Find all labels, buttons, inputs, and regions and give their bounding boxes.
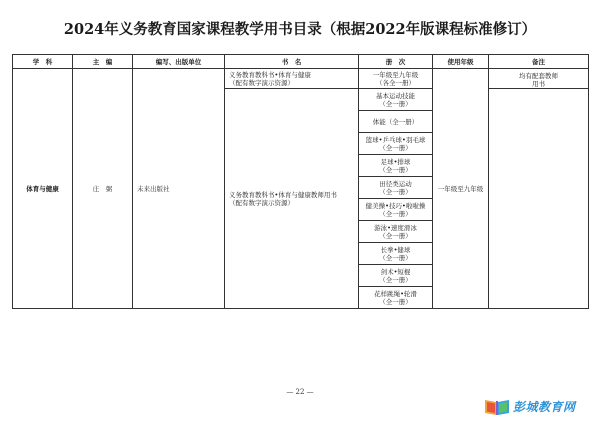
header-publisher: 编写、出版单位 <box>133 55 225 69</box>
textbook-catalog-table <box>12 54 589 309</box>
cell-book-teacher <box>225 89 359 309</box>
cell-volume <box>359 133 433 155</box>
cell-publisher: 未来出版社 <box>133 69 225 309</box>
cell-volume <box>359 265 433 287</box>
cell-volume <box>359 155 433 177</box>
volume-line1: 长拳•健球 <box>380 245 411 254</box>
cell-volume <box>359 287 433 309</box>
volume-line2: （全一册） <box>379 231 412 240</box>
note-text: 均有配套教师用书 <box>519 72 558 88</box>
book-name-line2: （配有数字演示资源） <box>229 78 294 87</box>
book-name-line1: 义务教育教科书•体育与健康 <box>229 70 311 79</box>
volume-line1: 篮球•乒乓球•羽毛球 <box>365 135 426 144</box>
document-title: 2024年义务教育国家课程教学用书目录（根据2022年版课程标准修订） <box>63 21 537 38</box>
cell-note-empty <box>489 89 589 309</box>
volume-line2: （全一册） <box>379 143 412 152</box>
cell-volume-student <box>359 69 433 89</box>
volume-line1: 剑术•短棍 <box>380 267 411 276</box>
header-subject: 学 科 <box>13 55 73 69</box>
cell-volume <box>359 177 433 199</box>
cell-volume <box>359 199 433 221</box>
site-logo <box>484 395 576 417</box>
cell-volume <box>359 221 433 243</box>
cell-volume <box>359 111 433 133</box>
book-name-line1: 义务教育教科书•体育与健康教师用书 <box>229 190 337 199</box>
cell-subject: 体育与健康 <box>13 69 73 309</box>
volume-line1: 健美操•技巧•啦啦操 <box>365 201 426 210</box>
cell-book-student <box>225 69 359 89</box>
table-row <box>13 69 589 89</box>
volume-line1: 田径类运动 <box>379 179 412 188</box>
header-row <box>13 55 589 69</box>
site-logo-text: 彭城教育网 <box>513 399 576 414</box>
volume-line2: （全一册） <box>379 165 412 174</box>
cell-grade: 一年级至九年级 <box>433 69 489 309</box>
volume-line1: 足球•排球 <box>380 157 411 166</box>
volume-line1: 体能（全一册） <box>372 117 419 126</box>
cell-volume <box>359 89 433 111</box>
volume-line1: 基本运动技能 <box>376 91 415 100</box>
volume-line2: （全一册） <box>379 297 412 306</box>
header-editor: 主 编 <box>73 55 133 69</box>
volume-line2: （各全一册） <box>376 78 415 87</box>
volume-line1: 花样跳绳•轮滑 <box>374 289 417 298</box>
volume-line2: （全一册） <box>379 187 412 196</box>
open-book-logo-icon <box>484 396 510 416</box>
cell-volume <box>359 243 433 265</box>
volume-line2: （全一册） <box>379 253 412 262</box>
cell-note <box>489 69 589 89</box>
volume-line2: （全一册） <box>379 275 412 284</box>
book-name-line2: （配有数字演示资源） <box>229 198 294 207</box>
header-volume: 册 次 <box>359 55 433 69</box>
volume-line2: （全一册） <box>379 209 412 218</box>
header-grade: 使用年级 <box>433 55 489 69</box>
volume-line1: 游泳•速度滑冰 <box>374 223 417 232</box>
cell-editor: 庄 弼 <box>73 69 133 309</box>
header-note: 备注 <box>489 55 589 69</box>
volume-line2: （全一册） <box>379 99 412 108</box>
page-number: — 22 — <box>286 388 314 396</box>
header-book: 书 名 <box>225 55 359 69</box>
volume-line1: 一年级至九年级 <box>372 70 419 79</box>
